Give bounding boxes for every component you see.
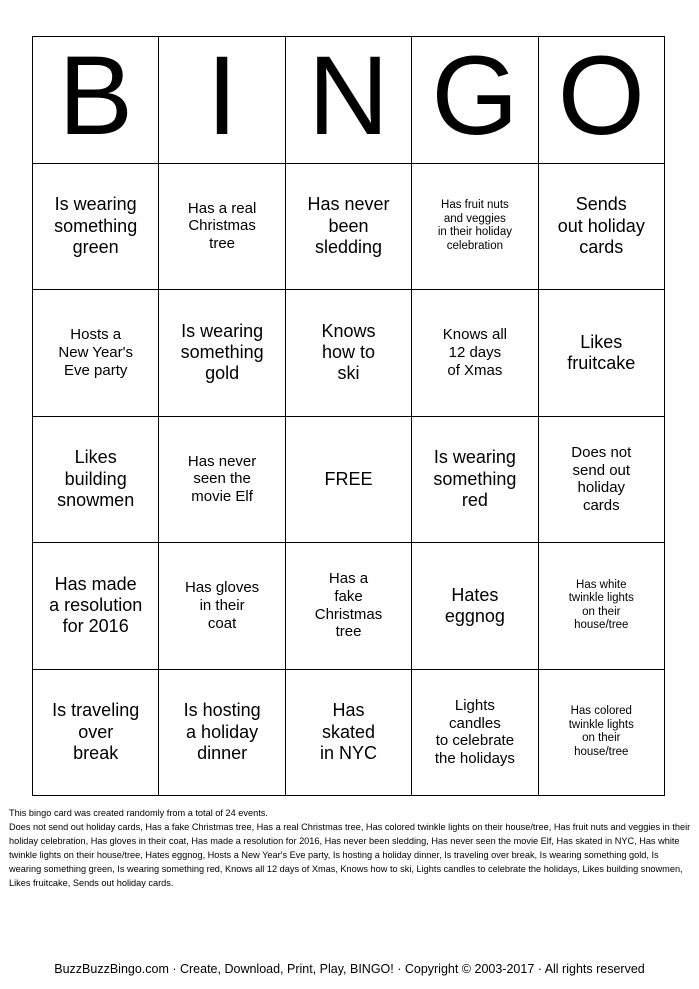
footnote-summary: This bingo card was created randomly from a total of 24 events. — [9, 808, 268, 818]
bingo-square: Knows all 12 days of Xmas — [412, 290, 538, 417]
bingo-square: Likes building snowmen — [33, 417, 159, 544]
footnote-event-list: Does not send out holiday cards, Has a fake Christmas tree, Has a real Christmas tree, Has colored twinkle lights on their house/tree, Has fruit nuts and veggies in their holiday celebration, Has gloves in their coat, Has made a resolution for 2016, Has never been sledding, Has never seen the movie Elf, Has skated in NYC, Has white twinkle lights on their house/tree, Hates eggnog, Hosts a New Year's Eve party, Is hosting a holiday dinner, Is traveling over break, Is wearing something gold, Is wearing something green, Is wearing something red, Knows all 12 days of Xmas, Knows how to ski, Lights candles to celebrate the holidays, Likes building snowmen, Likes fruitcake, Sends out holiday cards. — [9, 822, 691, 888]
bingo-square: Is wearing something red — [412, 417, 538, 544]
bingo-square: Has skated in NYC — [286, 670, 412, 797]
bingo-square: Has a fake Christmas tree — [286, 543, 412, 670]
bingo-square: Has never seen the movie Elf — [159, 417, 285, 544]
bingo-square: Has white twinkle lights on their house/tree — [539, 543, 665, 670]
bingo-square: Has made a resolution for 2016 — [33, 543, 159, 670]
bingo-square: Hates eggnog — [412, 543, 538, 670]
card-footnote — [9, 806, 691, 890]
bingo-square: Has never been sledding — [286, 164, 412, 291]
header-letter-o: O — [539, 37, 665, 164]
bingo-square: Has gloves in their coat — [159, 543, 285, 670]
bingo-square: Hosts a New Year's Eve party — [33, 290, 159, 417]
bingo-card — [32, 32, 665, 796]
bingo-square: Is wearing something gold — [159, 290, 285, 417]
free-space: FREE — [286, 417, 412, 544]
bingo-square: Is hosting a holiday dinner — [159, 670, 285, 797]
header-letter-g: G — [412, 37, 538, 164]
bingo-square: Has a real Christmas tree — [159, 164, 285, 291]
bingo-square: Is wearing something green — [33, 164, 159, 291]
bingo-square: Knows how to ski — [286, 290, 412, 417]
header-letter-b: B — [33, 37, 159, 164]
bingo-square: Has fruit nuts and veggies in their holiday celebration — [412, 164, 538, 291]
bingo-square: Has colored twinkle lights on their house/tree — [539, 670, 665, 797]
site-footer: BuzzBuzzBingo.com · Create, Download, Print, Play, BINGO! · Copyright © 2003-2017 · All rights reserved — [54, 962, 645, 976]
bingo-square: Likes fruitcake — [539, 290, 665, 417]
header-letter-i: I — [159, 37, 285, 164]
bingo-square: Is traveling over break — [33, 670, 159, 797]
bingo-square: Sends out holiday cards — [539, 164, 665, 291]
header-letter-n: N — [286, 37, 412, 164]
bingo-square: Lights candles to celebrate the holidays — [412, 670, 538, 797]
bingo-square: Does not send out holiday cards — [539, 417, 665, 544]
